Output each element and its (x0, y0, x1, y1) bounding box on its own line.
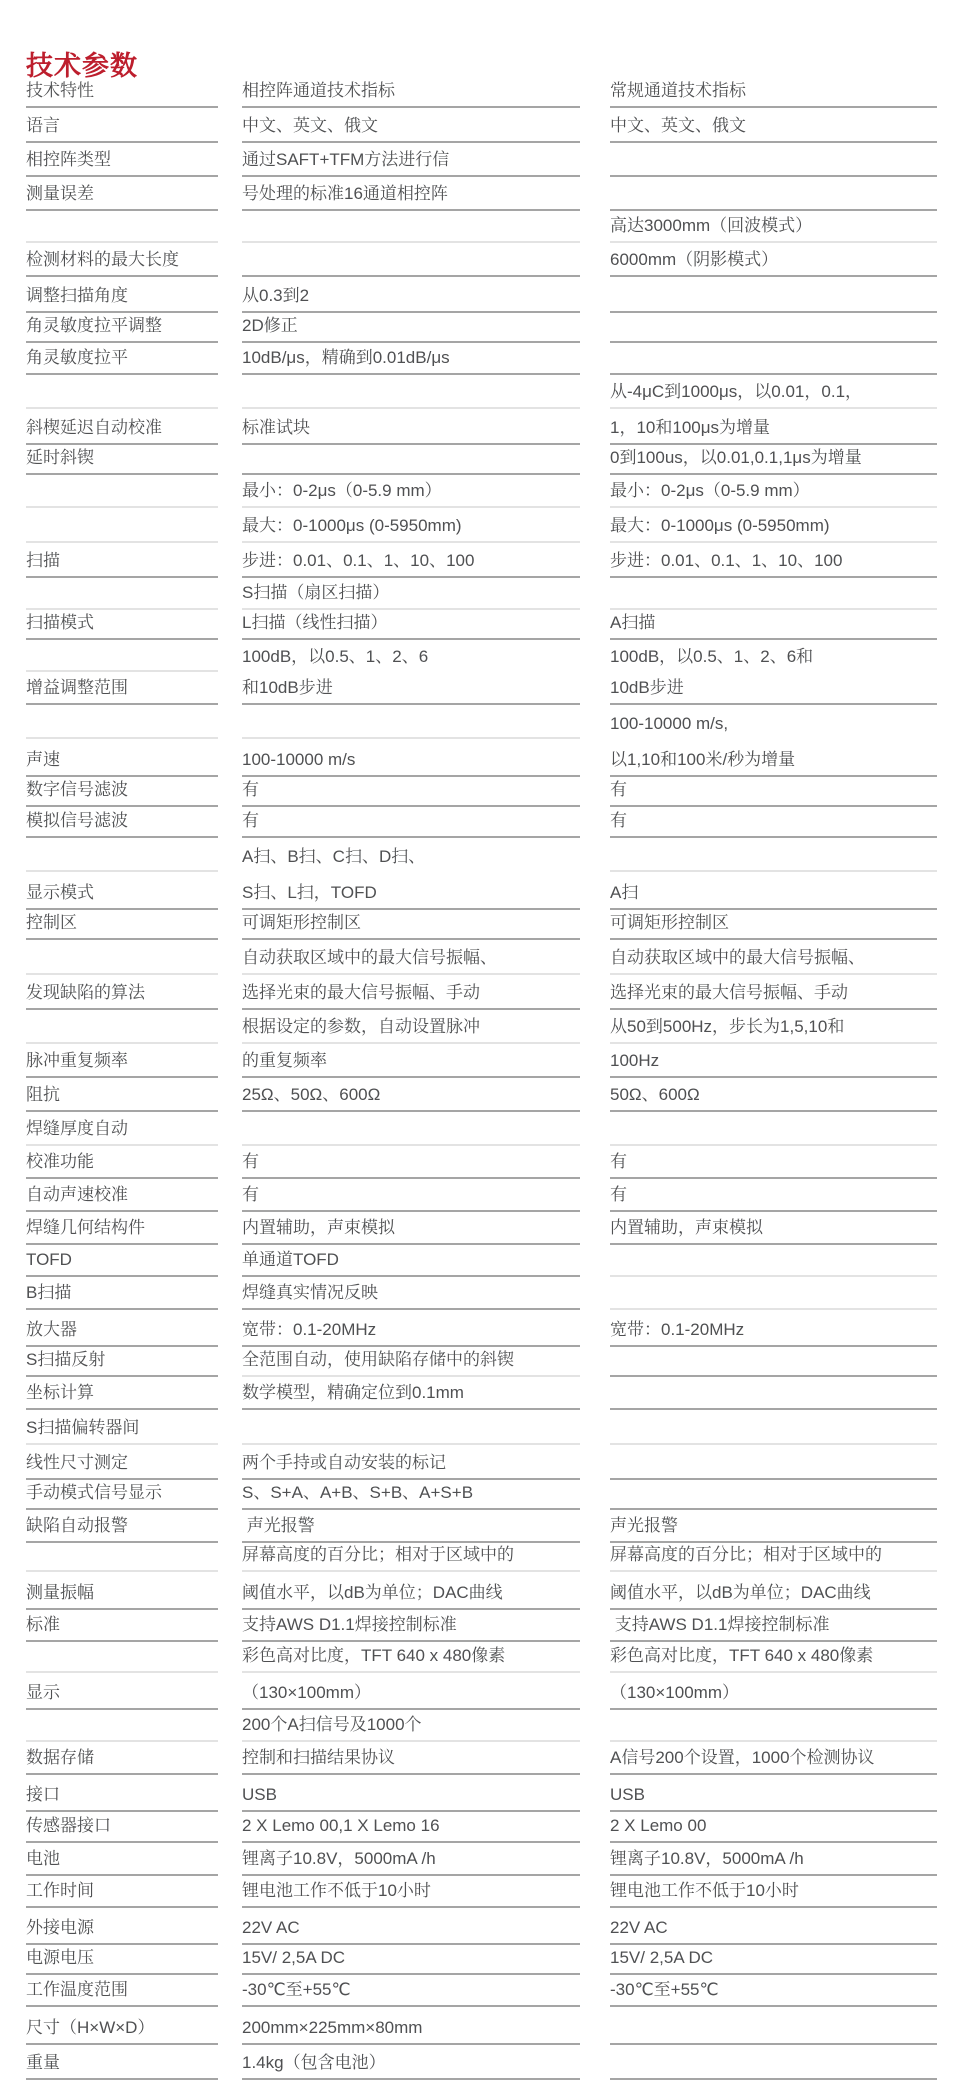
spec-value-conventional: A扫 (610, 872, 937, 910)
spec-value-phased-array: 100-10000 m/s (242, 739, 580, 777)
spec-value-phased-array: 有 (242, 777, 580, 807)
spec-row (0, 610, 960, 640)
spec-value-phased-array: 彩色高对比度，TFT 640 x 480像素 (242, 1642, 580, 1673)
spec-value-conventional: 0到100us，以0.01,0.1,1μs为增量 (610, 445, 937, 475)
spec-label: 线性尺寸测定 (26, 1445, 218, 1480)
spec-value-conventional: 步进：0.01、0.1、1、10、100 (610, 543, 937, 578)
spec-value-phased-array: 全范围自动，使用缺陷存储中的斜锲 (242, 1347, 580, 1377)
spec-value-conventional (610, 177, 937, 211)
spec-value-conventional: 可调矩形控制区 (610, 910, 937, 940)
spec-label: 技术特性 (26, 74, 218, 108)
spec-row (0, 313, 960, 343)
spec-value-conventional: 50Ω、600Ω (610, 1078, 937, 1112)
spec-label: S扫描反射 (26, 1347, 218, 1377)
spec-value-conventional: USB (610, 1775, 937, 1812)
spec-label (26, 508, 218, 543)
spec-row (0, 409, 960, 445)
spec-value-phased-array: 2 X Lemo 00,1 X Lemo 16 (242, 1812, 580, 1843)
spec-value-phased-array: 的重复频率 (242, 1044, 580, 1078)
page-title: 技术参数 (26, 51, 138, 82)
spec-value-phased-array (242, 1112, 580, 1146)
spec-value-conventional: 最大：0-1000μs (0-5950mm) (610, 508, 937, 543)
spec-label (26, 640, 218, 672)
spec-label: 斜楔延迟自动校准 (26, 409, 218, 445)
spec-row (0, 1673, 960, 1710)
spec-value-conventional: 以1,10和100米/秒为增量 (610, 739, 937, 777)
spec-label: 增益调整范围 (26, 672, 218, 705)
spec-row (0, 739, 960, 777)
spec-value-phased-array: 从0.3到2 (242, 277, 580, 313)
spec-row (0, 243, 960, 277)
spec-row (0, 475, 960, 508)
spec-value-phased-array: （130×100mm） (242, 1673, 580, 1710)
spec-row (0, 975, 960, 1010)
spec-row (0, 1642, 960, 1673)
spec-label (26, 1010, 218, 1044)
spec-value-conventional (610, 578, 937, 610)
spec-value-phased-array: 200个A扫信号及1000个 (242, 1710, 580, 1742)
spec-row (0, 940, 960, 975)
spec-value-phased-array (242, 1410, 580, 1445)
spec-value-phased-array: 有 (242, 1179, 580, 1212)
spec-value-phased-array: 有 (242, 807, 580, 838)
spec-value-phased-array: 声光报警 (242, 1510, 580, 1543)
spec-label: 传感器接口 (26, 1812, 218, 1843)
spec-row (0, 1510, 960, 1543)
spec-value-conventional: 选择光束的最大信号振幅、手动 (610, 975, 937, 1010)
spec-row (0, 1245, 960, 1277)
spec-label: 相控阵类型 (26, 143, 218, 177)
spec-value-phased-array: 通过SAFT+TFM方法进行信 (242, 143, 580, 177)
spec-row (0, 578, 960, 610)
spec-row (0, 1843, 960, 1876)
spec-label (26, 1710, 218, 1742)
spec-value-phased-array: S扫、L扫，TOFD (242, 872, 580, 910)
spec-value-conventional (610, 1710, 937, 1742)
spec-row (0, 1710, 960, 1742)
spec-label: 缺陷自动报警 (26, 1510, 218, 1543)
spec-value-conventional: 支持AWS D1.1焊接控制标准 (610, 1610, 937, 1642)
spec-value-phased-array (242, 211, 580, 243)
spec-value-conventional: 2 X Lemo 00 (610, 1812, 937, 1843)
spec-value-conventional (610, 838, 937, 872)
spec-row (0, 1112, 960, 1146)
spec-label: 语言 (26, 108, 218, 143)
spec-row (0, 343, 960, 375)
spec-label: 扫描 (26, 543, 218, 578)
spec-row (0, 143, 960, 177)
spec-label: 显示 (26, 1673, 218, 1710)
spec-value-phased-array: A扫、B扫、C扫、D扫、 (242, 847, 426, 867)
spec-label: S扫描偏转器间 (26, 1410, 218, 1445)
spec-value-phased-array: 可调矩形控制区 (242, 910, 580, 940)
spec-label: 重量 (26, 2045, 218, 2080)
spec-value-phased-array: 1.4kg（包含电池） (242, 2045, 580, 2080)
spec-label (26, 940, 218, 975)
spec-value-phased-array: 屏幕高度的百分比；相对于区域中的 (242, 1543, 580, 1572)
spec-label: 扫描模式 (26, 610, 218, 640)
spec-label (26, 705, 218, 739)
spec-label: 调整扫描角度 (26, 277, 218, 313)
spec-row (0, 1347, 960, 1377)
spec-value-conventional: -30℃至+55℃ (610, 1975, 937, 2007)
spec-value-conventional: 高达3000mm（回波模式） (610, 211, 937, 243)
spec-value-conventional: 有 (610, 1146, 937, 1179)
spec-label: 测量误差 (26, 177, 218, 211)
spec-value-conventional: 100-10000 m/s, (610, 714, 729, 734)
spec-value-phased-array (242, 375, 580, 409)
spec-row (0, 211, 960, 243)
spec-label: 声速 (26, 739, 218, 777)
spec-label: 工作时间 (26, 1876, 218, 1908)
spec-row (0, 1480, 960, 1510)
spec-value-conventional (610, 1277, 937, 1310)
spec-value-phased-array: 10dB/μs，精确到0.01dB/μs (242, 343, 580, 375)
spec-row (0, 1742, 960, 1775)
spec-row (0, 108, 960, 143)
spec-label: 脉冲重复频率 (26, 1044, 218, 1078)
spec-value-phased-array: 22V AC (242, 1908, 580, 1945)
spec-row (0, 1445, 960, 1480)
spec-row (0, 1775, 960, 1812)
spec-value-conventional: 阈值水平，以dB为单位；DAC曲线 (610, 1572, 937, 1610)
spec-value-conventional: A扫描 (610, 610, 937, 640)
spec-label: 测量振幅 (26, 1572, 218, 1610)
spec-value-conventional (610, 1112, 937, 1146)
spec-row (0, 807, 960, 838)
spec-value-phased-array: 200mm×225mm×80mm (242, 2007, 580, 2045)
spec-value-phased-array (242, 243, 580, 277)
spec-label: 校准功能 (26, 1146, 218, 1179)
spec-value-phased-array: 单通道TOFD (242, 1245, 580, 1277)
spec-row (0, 508, 960, 543)
spec-label: 延时斜锲 (26, 445, 218, 475)
spec-row (0, 543, 960, 578)
spec-value-phased-array: 支持AWS D1.1焊接控制标准 (242, 1610, 580, 1642)
spec-value-conventional: 从-4μC到1000μs，以0.01，0.1， (610, 375, 937, 409)
spec-label: 电池 (26, 1843, 218, 1876)
spec-value-phased-array: 中文、英文、俄文 (242, 108, 580, 143)
spec-value-conventional: 宽带：0.1-20MHz (610, 1310, 937, 1347)
spec-row (0, 1812, 960, 1843)
spec-row (0, 705, 960, 739)
spec-value-conventional: 内置辅助，声束模拟 (610, 1212, 937, 1245)
spec-row (0, 2007, 960, 2045)
spec-label: 显示模式 (26, 872, 218, 910)
spec-row (0, 777, 960, 807)
spec-label: 自动声速校准 (26, 1179, 218, 1212)
spec-row (0, 74, 960, 108)
spec-value-phased-array: 两个手持或自动安装的标记 (242, 1445, 580, 1480)
spec-value-conventional (610, 1347, 937, 1377)
spec-label: 角灵敏度拉平调整 (26, 313, 218, 343)
spec-row (0, 1975, 960, 2007)
spec-value-conventional (610, 143, 937, 177)
spec-value-conventional: 从50到500Hz，步长为1,5,10和 (610, 1010, 937, 1044)
spec-label: 焊缝几何结构件 (26, 1212, 218, 1245)
spec-label (26, 1543, 218, 1572)
spec-value-conventional (610, 313, 937, 343)
spec-row (0, 1543, 960, 1572)
spec-value-phased-array: 15V/ 2,5A DC (242, 1945, 580, 1975)
spec-value-conventional: 彩色高对比度，TFT 640 x 480像素 (610, 1642, 937, 1673)
spec-value-conventional (610, 1410, 937, 1445)
spec-label: 放大器 (26, 1310, 218, 1347)
spec-value-phased-array: 宽带：0.1-20MHz (242, 1310, 580, 1347)
spec-row (0, 1410, 960, 1445)
spec-label: 模拟信号滤波 (26, 807, 218, 838)
spec-value-phased-array: 25Ω、50Ω、600Ω (242, 1078, 580, 1112)
spec-value-phased-array: S扫描（扇区扫描） (242, 578, 580, 610)
spec-label (26, 838, 218, 872)
spec-row (0, 1010, 960, 1044)
spec-value-conventional: 有 (610, 1179, 937, 1212)
spec-row (0, 177, 960, 211)
spec-value-phased-array: 100dB，以0.5、1、2、6 (242, 647, 429, 667)
spec-row (0, 672, 960, 705)
spec-value-phased-array: 锂电池工作不低于10小时 (242, 1876, 580, 1908)
spec-value-conventional: 锂离子10.8V，5000mA /h (610, 1843, 937, 1876)
spec-value-conventional: 有 (610, 777, 937, 807)
spec-value-conventional: 屏幕高度的百分比；相对于区域中的 (610, 1543, 937, 1572)
spec-row (0, 640, 960, 672)
spec-value-conventional: 有 (610, 807, 937, 838)
spec-value-conventional: A信号200个设置，1000个检测协议 (610, 1742, 937, 1775)
spec-value-conventional (610, 2045, 937, 2080)
spec-value-phased-array: 最小：0-2μs（0-5.9 mm） (242, 475, 580, 508)
spec-row (0, 1277, 960, 1310)
spec-value-phased-array: 和10dB步进 (242, 672, 580, 705)
spec-row (0, 1908, 960, 1945)
spec-label: 工作温度范围 (26, 1975, 218, 2007)
spec-label: 接口 (26, 1775, 218, 1812)
spec-label: 发现缺陷的算法 (26, 975, 218, 1010)
spec-value-conventional: 最小：0-2μs（0-5.9 mm） (610, 475, 937, 508)
spec-value-conventional (610, 1377, 937, 1410)
spec-label: 坐标计算 (26, 1377, 218, 1410)
spec-row (0, 872, 960, 910)
spec-value-phased-array: 数学模型，精确定位到0.1mm (242, 1377, 580, 1410)
spec-label (26, 1642, 218, 1673)
spec-row (0, 1377, 960, 1410)
spec-row (0, 910, 960, 940)
spec-row (0, 1212, 960, 1245)
spec-row (0, 1078, 960, 1112)
spec-value-conventional: 100Hz (610, 1044, 937, 1078)
spec-value-conventional (610, 343, 937, 375)
spec-value-conventional: 100dB，以0.5、1、2、6和 (610, 647, 814, 667)
spec-label (26, 475, 218, 508)
spec-label: 检测材料的最大长度 (26, 243, 218, 277)
spec-value-conventional: 锂电池工作不低于10小时 (610, 1876, 937, 1908)
spec-label: 焊缝厚度自动 (26, 1112, 218, 1146)
spec-value-conventional (610, 1480, 937, 1510)
spec-value-phased-array: 2D修正 (242, 313, 580, 343)
spec-label: 阻抗 (26, 1078, 218, 1112)
spec-row (0, 1179, 960, 1212)
spec-label: 标准 (26, 1610, 218, 1642)
spec-value-conventional: 6000mm（阴影模式） (610, 243, 937, 277)
spec-label: 数据存储 (26, 1742, 218, 1775)
spec-value-phased-array: L扫描（线性扫描） (242, 610, 580, 640)
spec-value-phased-array: 号处理的标准16通道相控阵 (242, 177, 580, 211)
spec-row (0, 2045, 960, 2080)
spec-value-conventional: 声光报警 (610, 1510, 937, 1543)
spec-label: 角灵敏度拉平 (26, 343, 218, 375)
spec-value-phased-array: 最大：0-1000μs (0-5950mm) (242, 508, 580, 543)
spec-value-conventional (610, 277, 937, 313)
spec-value-conventional (610, 2007, 937, 2045)
spec-value-conventional: （130×100mm） (610, 1673, 937, 1710)
spec-value-phased-array: S、S+A、A+B、S+B、A+S+B (242, 1480, 580, 1510)
spec-value-phased-array: 相控阵通道技术指标 (242, 74, 580, 108)
spec-value-conventional: 15V/ 2,5A DC (610, 1945, 937, 1975)
spec-value-conventional: 10dB步进 (610, 672, 937, 705)
spec-value-phased-array: 自动获取区域中的最大信号振幅、 (242, 940, 580, 975)
spec-value-phased-array (242, 445, 580, 475)
spec-label: TOFD (26, 1245, 218, 1277)
spec-value-conventional (610, 1245, 937, 1277)
spec-value-phased-array (242, 705, 580, 739)
spec-value-conventional: 中文、英文、俄文 (610, 108, 937, 143)
spec-label: 手动模式信号显示 (26, 1480, 218, 1510)
spec-value-phased-array: USB (242, 1775, 580, 1812)
spec-row (0, 445, 960, 475)
spec-row (0, 1876, 960, 1908)
spec-value-phased-array: 控制和扫描结果协议 (242, 1742, 580, 1775)
spec-value-phased-array: 锂离子10.8V，5000mA /h (242, 1843, 580, 1876)
spec-value-conventional: 22V AC (610, 1908, 937, 1945)
spec-value-phased-array: 步进：0.01、0.1、1、10、100 (242, 543, 580, 578)
spec-value-conventional: 自动获取区域中的最大信号振幅、 (610, 940, 937, 975)
spec-value-phased-array: 内置辅助，声束模拟 (242, 1212, 580, 1245)
spec-value-phased-array: 选择光束的最大信号振幅、手动 (242, 975, 580, 1010)
spec-value-conventional: 1，10和100μs为增量 (610, 409, 937, 445)
spec-label: 控制区 (26, 910, 218, 940)
spec-row (0, 1610, 960, 1642)
spec-value-conventional: 常规通道技术指标 (610, 74, 937, 108)
spec-value-phased-array: 根据设定的参数，自动设置脉冲 (242, 1010, 580, 1044)
spec-label (26, 578, 218, 610)
spec-row (0, 1572, 960, 1610)
spec-row (0, 838, 960, 872)
spec-value-phased-array: 有 (242, 1146, 580, 1179)
spec-label: 数字信号滤波 (26, 777, 218, 807)
spec-value-phased-array: 标准试块 (242, 409, 580, 445)
spec-label: 尺寸（H×W×D） (26, 2007, 218, 2045)
spec-value-phased-array: -30℃至+55℃ (242, 1975, 580, 2007)
spec-label: 外接电源 (26, 1908, 218, 1945)
spec-row (0, 1044, 960, 1078)
spec-row (0, 1945, 960, 1975)
spec-row (0, 1310, 960, 1347)
spec-value-phased-array: 阈值水平，以dB为单位；DAC曲线 (242, 1572, 580, 1610)
spec-row (0, 1146, 960, 1179)
spec-table (0, 74, 960, 2080)
spec-label (26, 375, 218, 409)
spec-row (0, 375, 960, 409)
spec-label (26, 211, 218, 243)
spec-row (0, 277, 960, 313)
spec-label: 电源电压 (26, 1945, 218, 1975)
spec-value-conventional (610, 1445, 937, 1480)
spec-label: B扫描 (26, 1277, 218, 1310)
spec-value-phased-array: 焊缝真实情况反映 (242, 1277, 580, 1310)
